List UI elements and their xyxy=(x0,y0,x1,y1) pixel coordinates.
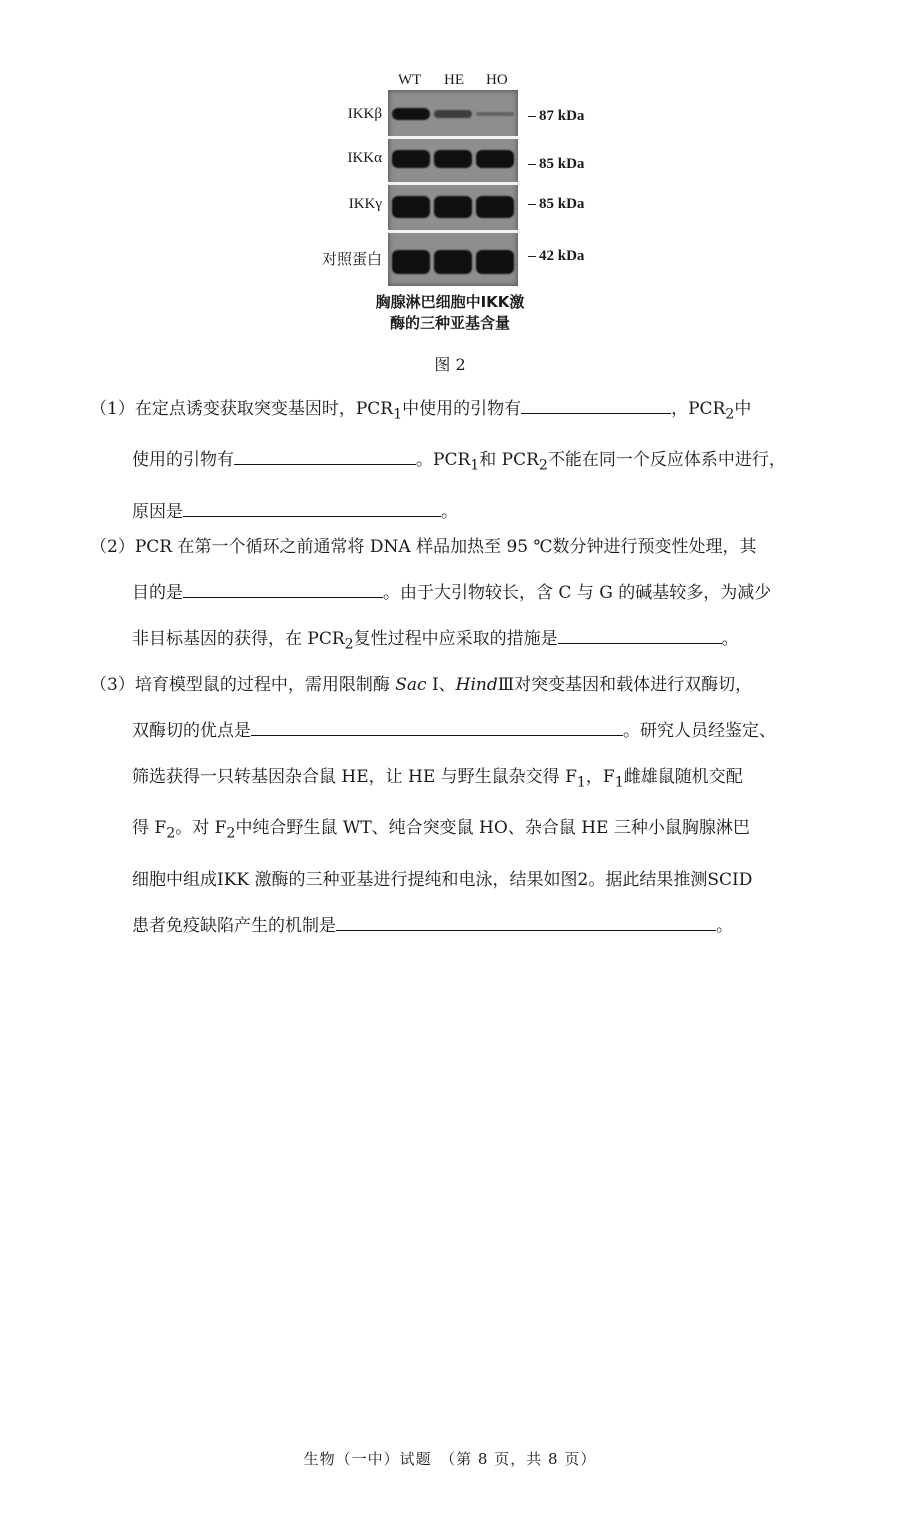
question-2: （2）PCR 在第一个循环之前通常将 DNA 样品加热至 95 ℃数分钟进行预变性处理，其 目的是 。由于大引物较长，含 C 与 G 的碱基较多，为减少 非目标基因的获得，在 $PCR_2$复性过程中应采取的措施是 。 xyxy=(90,537,772,653)
blot-band xyxy=(434,196,472,218)
lane-label-ho: HO xyxy=(486,72,508,88)
answer-blank-q3-1[interactable] xyxy=(251,721,623,736)
blot-separator xyxy=(388,182,518,185)
blot-band xyxy=(434,250,472,274)
blot-band xyxy=(392,150,430,168)
blot-band xyxy=(476,196,514,218)
figure-number: 图 2 xyxy=(434,355,466,374)
western-blot-figure xyxy=(0,0,900,380)
blot-band xyxy=(434,150,472,168)
blot-band xyxy=(392,250,430,274)
lane-labels xyxy=(392,72,522,92)
row-label-ikka: IKKα xyxy=(347,150,382,166)
blot-band xyxy=(476,150,514,168)
blot-band xyxy=(434,110,472,118)
question-number: （2） xyxy=(90,537,135,557)
row-label-ikkg: IKKγ xyxy=(348,196,382,212)
question-3: （3）培育模型鼠的过程中，需用限制酶 Sac Ⅰ、HindⅢ对突变基因和载体进行双酶切， 双酶切的优点是 。研究人员经鉴定、 筛选获得一只转基因杂合鼠 HE，让 HE 与野生鼠杂交得 $F_1$，$F_1$雌雄鼠随机交配 得 $F_2$。对 $F_2$中纯合野生鼠 WT、纯合突变鼠 HO、杂合鼠 HE 三种小鼠胸腺淋巴 细胞中组成IKK 激酶的三种亚基进行提纯和电泳，结果如图2。据此结果推测SCID 患者免疫缺陷产生的机制是 。 xyxy=(90,675,776,936)
question-1: （1）在定点诱变获取突变基因时，$PCR_1$中使用的引物有 ，$PCR_2$中 使用的引物有 。$PCR_1$和 $PCR_2$不能在同一个反应体系中进行， 原因是 。 xyxy=(90,399,786,522)
blot-band xyxy=(392,196,430,218)
answer-blank-q1-1[interactable] xyxy=(521,399,671,414)
answer-blank-q2-2[interactable] xyxy=(558,629,722,644)
blot-separator xyxy=(388,230,518,233)
figure-caption: 胸腺淋巴细胞中IKK激 酶的三种亚基含量 xyxy=(375,293,525,332)
lane-label-he: HE xyxy=(444,72,464,88)
blot-band xyxy=(476,250,514,274)
mw-label-87: 87 kDa xyxy=(528,108,584,125)
row-label-control: 对照蛋白 xyxy=(321,252,382,268)
lane-label-wt: WT xyxy=(398,72,422,88)
blot-band xyxy=(392,108,430,120)
row-label-ikkb: IKKβ xyxy=(347,106,382,122)
question-number: （3） xyxy=(90,675,135,695)
mw-label-85b: 85 kDa xyxy=(528,196,584,213)
answer-blank-q2-1[interactable] xyxy=(183,583,383,598)
mw-label-85a: 85 kDa xyxy=(528,156,584,173)
blot-image xyxy=(388,90,518,286)
blot-band xyxy=(476,112,514,117)
answer-blank-q1-3[interactable] xyxy=(183,502,441,517)
answer-blank-q3-2[interactable] xyxy=(336,916,716,931)
blot-separator xyxy=(388,136,518,139)
question-number: （1） xyxy=(90,399,135,419)
page-footer: 生物（一中）试题 （第 8 页，共 8 页） xyxy=(303,1450,597,1468)
mw-label-42: 42 kDa xyxy=(528,248,584,265)
answer-blank-q1-2[interactable] xyxy=(234,450,416,465)
